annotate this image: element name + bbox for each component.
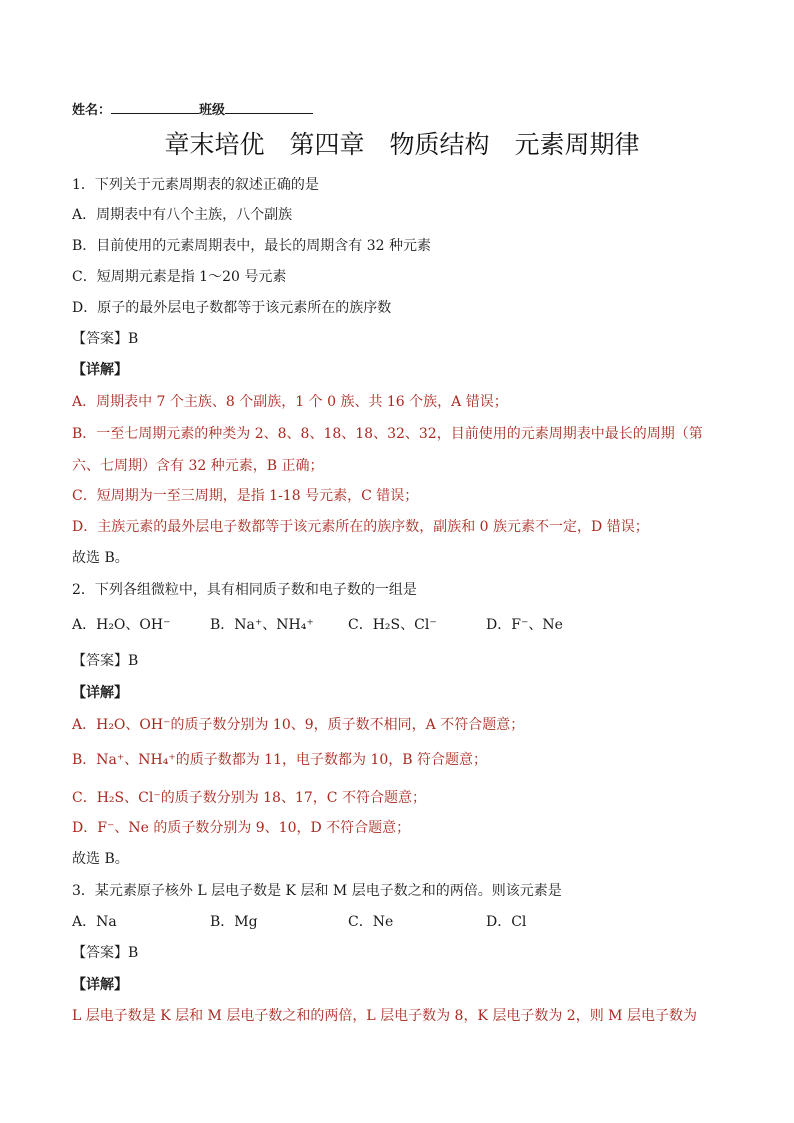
- q3-option-d: D．Cl: [486, 914, 527, 930]
- q2-detail-label: 【详解】: [72, 685, 128, 701]
- q1-detail-a: A．周期表中 7 个主族、8 个副族，1 个 0 族、共 16 个族，A 错误；: [72, 394, 508, 410]
- q1-option-d: D．原子的最外层电子数都等于该元素所在的族序数: [72, 300, 392, 316]
- q1-answer: 【答案】B: [72, 331, 139, 347]
- q1-conclusion: 故选 B。: [72, 550, 129, 566]
- q2-stem: 2．下列各组微粒中，具有相同质子数和电子数的一组是: [72, 582, 417, 598]
- q2-option-b: B．Na⁺、NH₄⁺: [210, 617, 314, 633]
- name-blank: [111, 101, 199, 114]
- q3-stem: 3．某元素原子核外 L 层电子数是 K 层和 M 层电子数之和的两倍。则该元素是: [72, 883, 562, 899]
- page-title: 章末培优 第四章 物质结构 元素周期律: [164, 130, 640, 159]
- q1-option-b: B．目前使用的元素周期表中，最长的周期含有 32 种元素: [72, 238, 432, 254]
- q3-option-c: C．Ne: [348, 914, 394, 930]
- student-info-line: [72, 101, 313, 121]
- q2-option-c: C．H₂S、Cl⁻: [348, 617, 437, 633]
- q1-detail-label: 【详解】: [72, 362, 128, 378]
- name-label: 姓名：: [72, 103, 112, 118]
- q3-option-b: B．Mg: [210, 914, 258, 930]
- q2-detail-d: D．F⁻、Ne 的质子数分别为 9、10，D 不符合题意；: [72, 820, 411, 836]
- q2-detail-a: A．H₂O、OH⁻的质子数分别为 10、9，质子数不相同，A 不符合题意；: [72, 717, 525, 733]
- q3-answer: 【答案】B: [72, 945, 139, 961]
- q3-detail-label: 【详解】: [72, 977, 128, 993]
- q2-option-a: A．H₂O、OH⁻: [72, 617, 171, 633]
- q2-answer: 【答案】B: [72, 653, 139, 669]
- q2-option-d: D．F⁻、Ne: [486, 617, 563, 633]
- q2-detail-c: C．H₂S、Cl⁻的质子数分别为 18、17，C 不符合题意；: [72, 790, 426, 806]
- q2-detail-b: B．Na⁺、NH₄⁺的质子数都为 11，电子数都为 10，B 符合题意；: [72, 752, 488, 768]
- q1-option-a: A．周期表中有八个主族，八个副族: [72, 207, 293, 223]
- class-label: 班级: [199, 103, 226, 118]
- q1-detail-d: D．主族元素的最外层电子数都等于该元素所在的族序数，副族和 0 族元素不一定，D 错误；: [72, 519, 649, 535]
- q3-detail-a: L 层电子数是 K 层和 M 层电子数之和的两倍，L 层电子数为 8，K 层电子数为 2，则 M 层电子数为: [72, 1008, 697, 1024]
- class-blank: [225, 101, 313, 114]
- q3-option-a: A．Na: [72, 914, 117, 930]
- q1-stem: 1．下列关于元素周期表的叙述正确的是: [72, 177, 319, 193]
- q1-detail-b: B．一至七周期元素的种类为 2、8、8、18、18、32、32，目前使用的元素周期表中最长的周期（第六、七周期）含有 32 种元素，B 正确；: [72, 426, 703, 474]
- q1-option-c: C．短周期元素是指 1～20 号元素: [72, 269, 287, 285]
- q1-detail-c: C．短周期为一至三周期，是指 1-18 号元素，C 错误；: [72, 488, 419, 504]
- q2-conclusion: 故选 B。: [72, 851, 129, 867]
